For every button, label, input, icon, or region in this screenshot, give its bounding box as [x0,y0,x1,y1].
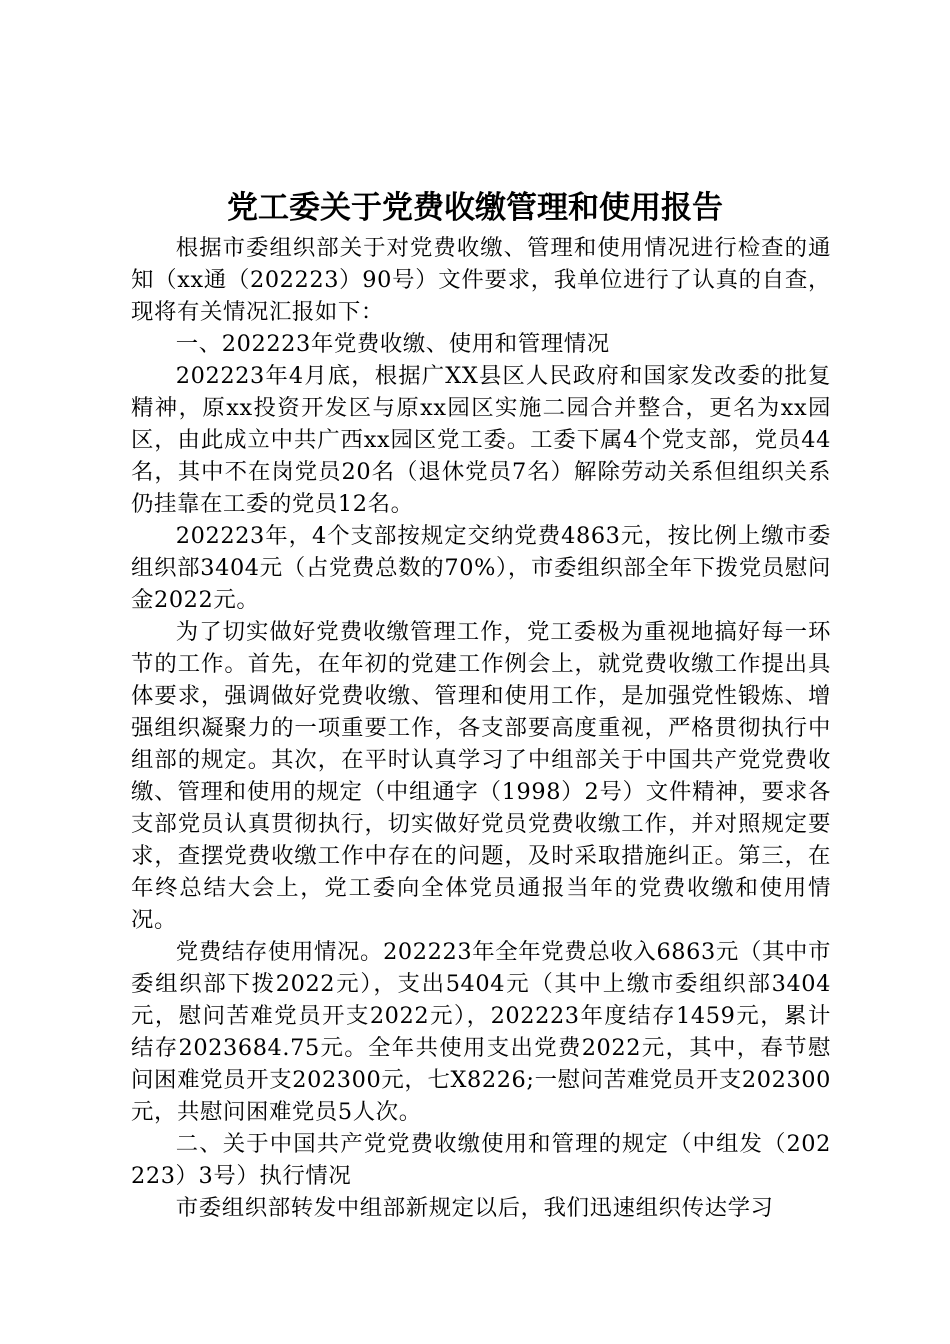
document-title: 党工委关于党费收缴管理和使用报告 [227,190,723,226]
paragraph-balance-usage: 党费结存使用情况。202223年全年党费总收入6863元（其中市委组织部下拨2022元），支出5404元（其中上缴市委组织部3404元，慰问苦难党员开支2022元），202223年度结存1459元，累计结存2023684.75元。全年共使用支出党费2022元，其中，春节慰问困难党员开支202300元，七X8226;一慰问苦难党员开支202300元，共慰问困难党员5人次。 [131,939,831,1125]
paragraph-dues-paid: 202223年，4个支部按规定交纳党费4863元，按比例上缴市委组织部3404元（占党费总数的70%），市委组织部全年下拨党员慰问金2022元。 [131,523,831,613]
document-body [131,232,831,1224]
paragraph-intro: 根据市委组织部关于对党费收缴、管理和使用情况进行检查的通知（xx通（202223）90号）文件要求，我单位进行了认真的自查，现将有关情况汇报如下： [131,235,831,325]
paragraph-management-work: 为了切实做好党费收缴管理工作，党工委极为重视地搞好每一环节的工作。首先，在年初的党建工作例会上，就党费收缴工作提出具体要求，强调做好党费收缴、管理和使用工作，是加强党性锻炼、增强组织凝聚力的一项重要工作，各支部要高度重视，严格贯彻执行中组部的规定。其次，在平时认真学习了中组部关于中国共产党党费收缴、管理和使用的规定（中组通字（1998）2号）文件精神，要求各支部党员认真贯彻执行，切实做好党员党费收缴工作，并对照规定要求，查摆党费收缴工作中存在的问题，及时采取措施纠正。第三，在年终总结大会上，党工委向全体党员通报当年的党费收缴和使用情况。 [131,619,831,933]
section-heading-2: 二、关于中国共产党党费收缴使用和管理的规定（中组发（202223）3号）执行情况 [131,1131,831,1189]
paragraph-background: 202223年4月底，根据广XX县区人民政府和国家发改委的批复精神，原xx投资开发区与原xx园区实施二园合并整合，更名为xx园区，由此成立中共广西xx园区党工委。工委下属4个党支部，党员44名，其中不在岗党员20名（退休党员7名）解除劳动关系但组织关系仍挂靠在工委的党员12名。 [131,363,831,517]
paragraph-implementation: 市委组织部转发中组部新规定以后，我们迅速组织传达学习 [175,1195,774,1221]
section-heading-1: 一、202223年党费收缴、使用和管理情况 [175,331,610,357]
